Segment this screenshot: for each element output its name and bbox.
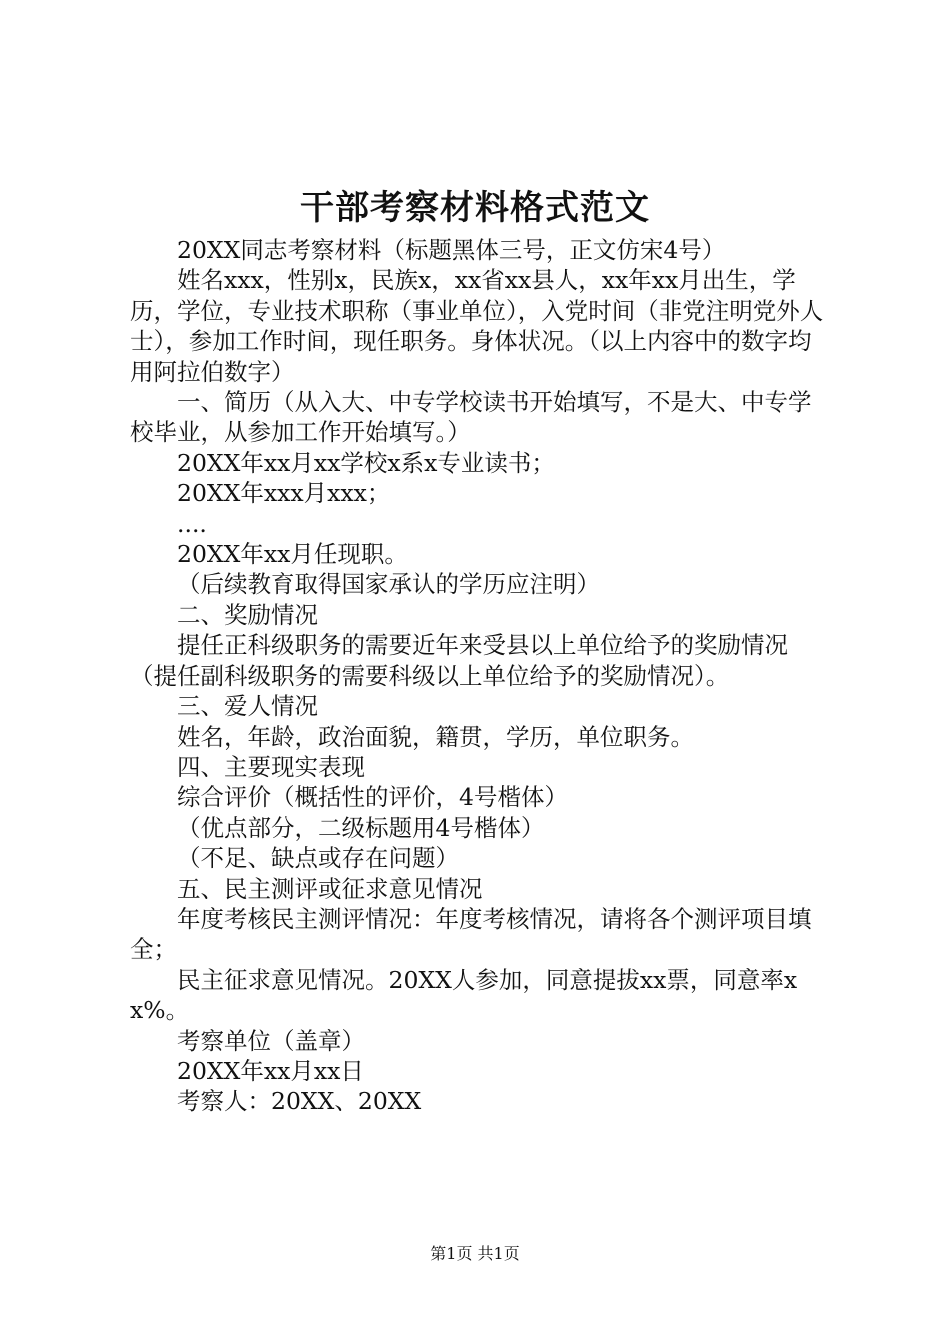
page-number-footer: 第1页 共1页: [430, 1244, 520, 1263]
paragraph-intro: 20XX同志考察材料（标题黑体三号，正文仿宋4号）: [177, 236, 726, 264]
paragraph-evaluation-opinion: 民主征求意见情况。20XX人参加，同意提拔xx票，同意率xx%。: [130, 965, 798, 1025]
paragraph-resume-item-3: 20XX年xx月任现职。: [177, 540, 408, 569]
document-title: 干部考察材料格式范文: [300, 188, 650, 228]
paragraph-resume-ellipsis: ....: [177, 509, 207, 538]
paragraph-performance-strengths: （优点部分，二级标题用4号楷体）: [177, 813, 545, 842]
paragraph-spouse-text: 姓名，年龄，政治面貌，籍贯，学历，单位职务。: [177, 722, 694, 751]
paragraph-resume-heading: 一、简历（从入大、中专学校读书开始填写，不是大、中专学校毕业，从参加工作开始填写。）: [130, 388, 812, 447]
paragraph-performance-weaknesses: （不足、缺点或存在问题）: [177, 844, 459, 873]
paragraph-awards-heading: 二、奖励情况: [177, 600, 318, 629]
paragraph-evaluation-annual: 年度考核民主测评情况：年度考核情况，请将各个测评项目填全；: [130, 904, 812, 964]
paragraph-resume-item-1: 20XX年xx月xx学校x系x专业读书；: [177, 448, 555, 477]
paragraph-evaluation-heading: 五、民主测评或征求意见情况: [177, 874, 483, 903]
paragraph-awards-text: 提任正科级职务的需要近年来受县以上单位给予的奖励情况（提任副科级职务的需要科级以上单位给予的奖励情况）。: [130, 631, 788, 690]
paragraph-performance-heading: 四、主要现实表现: [177, 752, 365, 781]
paragraph-basic-info: 姓名xxx，性别x，民族x，xx省xx县人，xx年xx月出生，学历，学位，专业技术职称（事业单位），入党时间（非党注明党外人士），参加工作时间，现任职务。身体状况。（以上内容中的数字均用阿拉伯数字）: [130, 266, 824, 386]
paragraph-resume-note: （后续教育取得国家承认的学历应注明）: [177, 570, 600, 599]
document-body: [130, 235, 834, 1117]
paragraph-inspectors: 考察人：20XX、20XX: [177, 1087, 422, 1116]
paragraph-resume-item-2: 20XX年xxx月xxx；: [177, 479, 391, 508]
paragraph-date: 20XX年xx月xx日: [177, 1056, 364, 1085]
paragraph-spouse-heading: 三、爱人情况: [177, 692, 318, 721]
paragraph-performance-summary: 综合评价（概括性的评价，4号楷体）: [177, 783, 568, 812]
paragraph-unit-seal: 考察单位（盖章）: [177, 1026, 365, 1055]
